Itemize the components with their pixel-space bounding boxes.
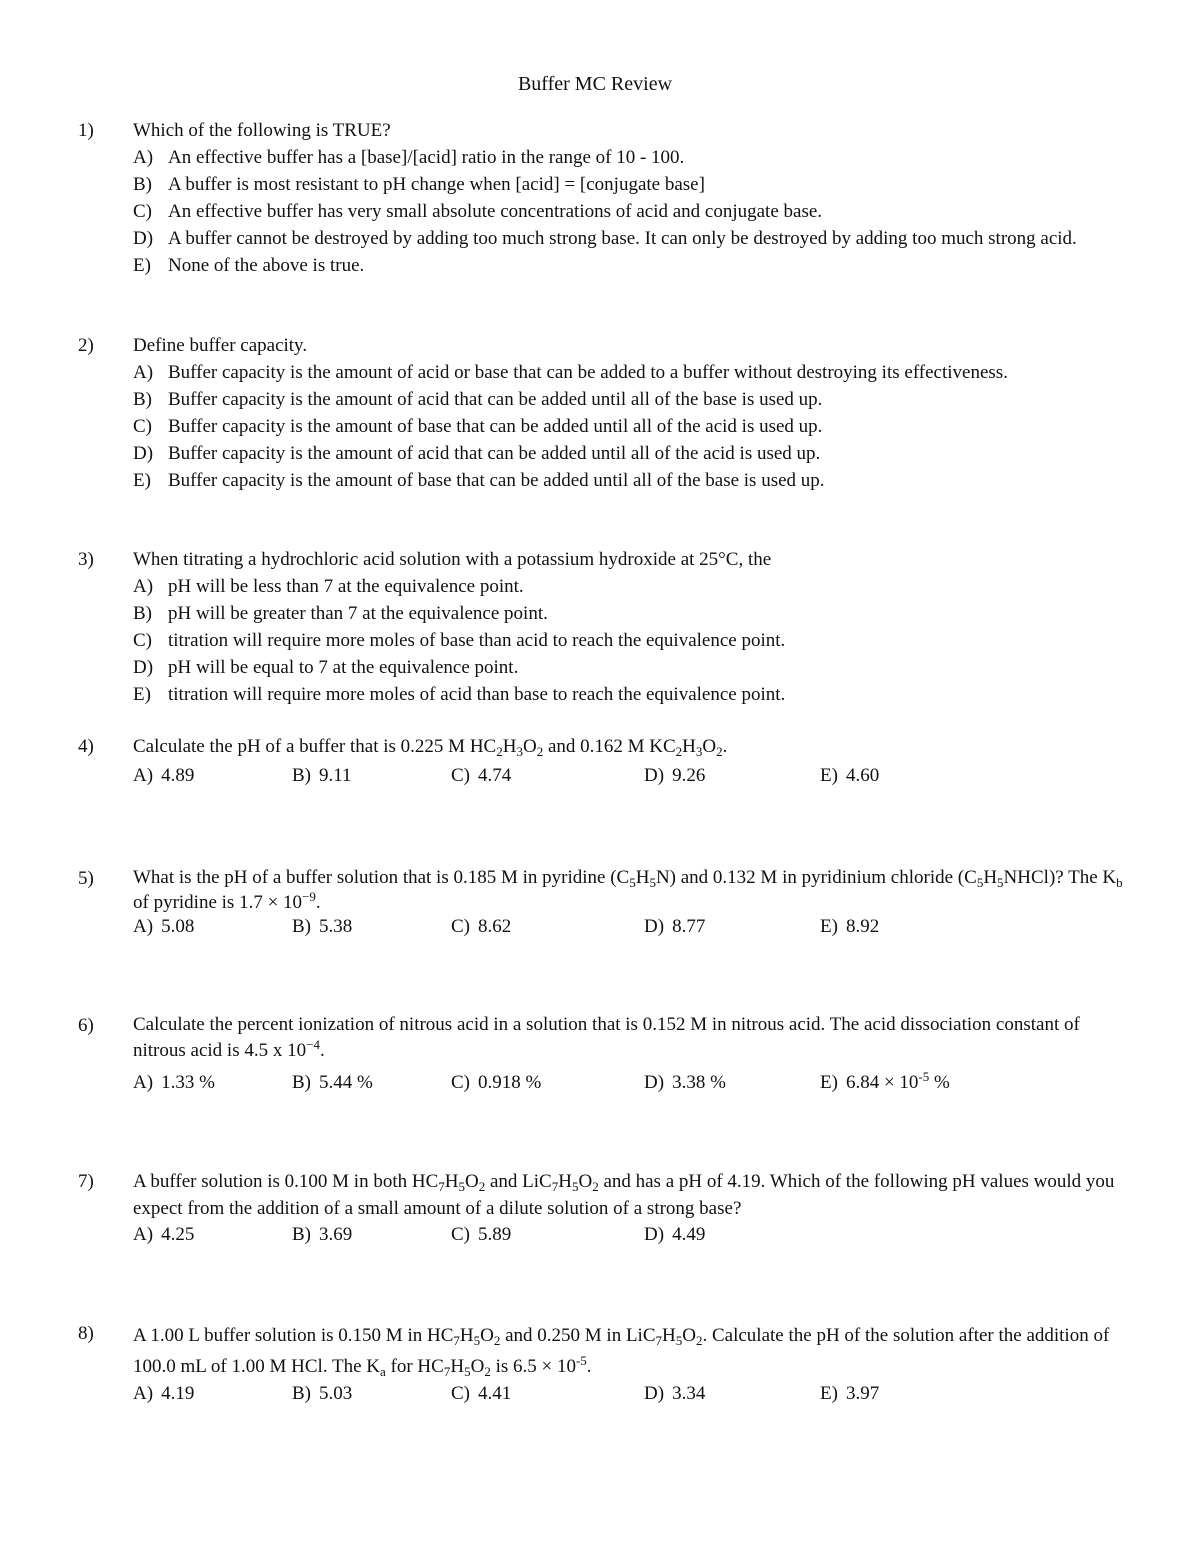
option-row: [133, 1380, 1133, 1407]
option-text: An effective buffer has very small absolute concentrations of acid and conjugate base.: [168, 201, 823, 222]
option-a: A) 4.19: [133, 1383, 195, 1404]
option-b: B) 5.03: [292, 1383, 353, 1404]
option-list: [133, 573, 1123, 708]
question-stem: Define buffer capacity.: [133, 335, 308, 356]
option-a: [133, 359, 1123, 386]
question-stem: A 1.00 L buffer solution is 0.150 M in $HC_7H_5O_2$ and 0.250 M in $LiC_7H_5O_2$. Calculate the pH of the solution after the addition of 100.0 mL of 1.00 M HCl. The $K_a$ for $HC_7H_5O_2$ is $6.5 \times 10^{-5}$.: [133, 1325, 1110, 1379]
option-b: [133, 600, 1123, 627]
option-b: B) 5.38: [292, 916, 353, 937]
option-e: [133, 467, 1123, 494]
option-letter: C): [133, 630, 152, 651]
option-a: [133, 144, 1123, 171]
option-text: titration will require more moles of acid than base to reach the equivalence point.: [168, 684, 786, 705]
question-stem: Which of the following is TRUE?: [133, 120, 391, 141]
option-list: [133, 359, 1123, 494]
question-number: 5): [78, 868, 94, 889]
option-text: A buffer is most resistant to pH change when [acid] = [conjugate base]: [168, 174, 705, 195]
option-row: [133, 1069, 1133, 1096]
page-title: Buffer MC Review: [517, 73, 673, 95]
option-text: pH will be equal to 7 at the equivalence point.: [168, 657, 519, 678]
option-text: None of the above is true.: [168, 255, 365, 276]
option-letter: B): [133, 603, 152, 624]
option-letter: D): [133, 228, 154, 249]
option-letter: D): [133, 657, 154, 678]
question-number: 7): [78, 1171, 94, 1192]
option-e: E) 3.97: [820, 1383, 880, 1404]
option-list: [133, 144, 1123, 279]
option-text: An effective buffer has a [base]/[acid] ratio in the range of 10 - 100.: [168, 147, 685, 168]
option-b: [133, 171, 1123, 198]
option-text: pH will be less than 7 at the equivalence point.: [168, 576, 524, 597]
option-letter: E): [133, 470, 151, 491]
option-b: B) 3.69: [292, 1224, 353, 1245]
option-text: Buffer capacity is the amount of base that can be added until all of the acid is used up.: [168, 416, 823, 437]
question-stem: When titrating a hydrochloric acid solution with a potassium hydroxide at 25°C, the: [133, 549, 772, 570]
question-stem: Calculate the pH of a buffer that is 0.225 M $HC_2H_3O_2$ and 0.162 M $KC_2H_3O_2$.: [133, 736, 728, 759]
question-number: 1): [78, 120, 94, 141]
option-letter: B): [133, 389, 152, 410]
option-e: [133, 252, 1123, 279]
option-d: D) 3.38 %: [644, 1072, 726, 1093]
option-a: A) 4.89: [133, 765, 195, 786]
option-letter: C): [133, 416, 152, 437]
question-number: 3): [78, 549, 94, 570]
option-c: C) 0.918 %: [451, 1072, 542, 1093]
option-d: [133, 225, 1123, 252]
option-text: A buffer cannot be destroyed by adding too much strong base. It can only be destroyed by adding too much strong acid.: [168, 228, 1077, 249]
option-d: [133, 440, 1123, 467]
question-stem: A buffer solution is 0.100 M in both $HC_7H_5O_2$ and $LiC_7H_5O_2$ and has a pH of 4.19. Which of the following pH values would you expect from the addition of a small amount of a dilute solution of a strong base?: [133, 1171, 1115, 1219]
question-stem: What is the pH of a buffer solution that is 0.185 M in pyridine $(C_5H_5N)$ and 0.132 M in pyridinium chloride $(C_5H_5NHCl)$? The $K_b$ of pyridine is $1.7 \times 10^{-9}$.: [133, 867, 1123, 913]
option-letter: D): [133, 443, 154, 464]
option-d: [133, 654, 1123, 681]
option-a: A) 5.08: [133, 916, 195, 937]
question-number: 2): [78, 335, 94, 356]
option-text: pH will be greater than 7 at the equivalence point.: [168, 603, 548, 624]
option-text: titration will require more moles of base than acid to reach the equivalence point.: [168, 630, 786, 651]
question-number: 6): [78, 1015, 94, 1036]
option-c: [133, 198, 1123, 225]
option-c: C) 4.41: [451, 1383, 512, 1404]
option-text: Buffer capacity is the amount of base that can be added until all of the base is used up.: [168, 470, 825, 491]
question-number: 8): [78, 1323, 94, 1344]
option-a: [133, 573, 1123, 600]
option-letter: C): [133, 201, 152, 222]
option-b: B) 5.44 %: [292, 1072, 373, 1093]
option-d: D) 3.34: [644, 1383, 706, 1404]
option-c: C) 5.89: [451, 1224, 512, 1245]
option-c: C) 4.74: [451, 765, 512, 786]
option-letter: A): [133, 576, 154, 597]
option-d: D) 4.49: [644, 1224, 706, 1245]
option-c: [133, 627, 1123, 654]
option-text: Buffer capacity is the amount of acid that can be added until all of the base is used up.: [168, 389, 823, 410]
option-b: B) 9.11: [292, 765, 352, 786]
question-stem: Calculate the percent ionization of nitrous acid in a solution that is 0.152 M in nitrous acid. The acid dissociation constant of nitrous acid is 4.5 x $10^{-4}$.: [133, 1014, 1080, 1061]
option-c: C) 8.62: [451, 916, 512, 937]
option-e: E) 8.92: [820, 916, 880, 937]
option-text: Buffer capacity is the amount of acid or base that can be added to a buffer without destroying its effectiveness.: [168, 362, 1008, 383]
option-e: E) $6.84 \times 10^{-5}$ %: [820, 1069, 950, 1093]
option-d: D) 9.26: [644, 765, 706, 786]
option-e: [133, 681, 1123, 708]
option-letter: B): [133, 174, 152, 195]
option-d: D) 8.77: [644, 916, 706, 937]
question-number: 4): [78, 736, 94, 757]
option-b: [133, 386, 1123, 413]
option-a: A) 4.25: [133, 1224, 195, 1245]
option-row: [133, 1221, 1133, 1248]
option-a: A) 1.33 %: [133, 1072, 215, 1093]
option-e: E) 4.60: [820, 765, 880, 786]
option-row: [133, 762, 1133, 789]
option-letter: A): [133, 362, 154, 383]
option-letter: A): [133, 147, 154, 168]
option-letter: E): [133, 255, 151, 276]
option-letter: E): [133, 684, 151, 705]
option-text: Buffer capacity is the amount of acid that can be added until all of the acid is used up.: [168, 443, 821, 464]
option-c: [133, 413, 1123, 440]
option-row: [133, 913, 1133, 940]
